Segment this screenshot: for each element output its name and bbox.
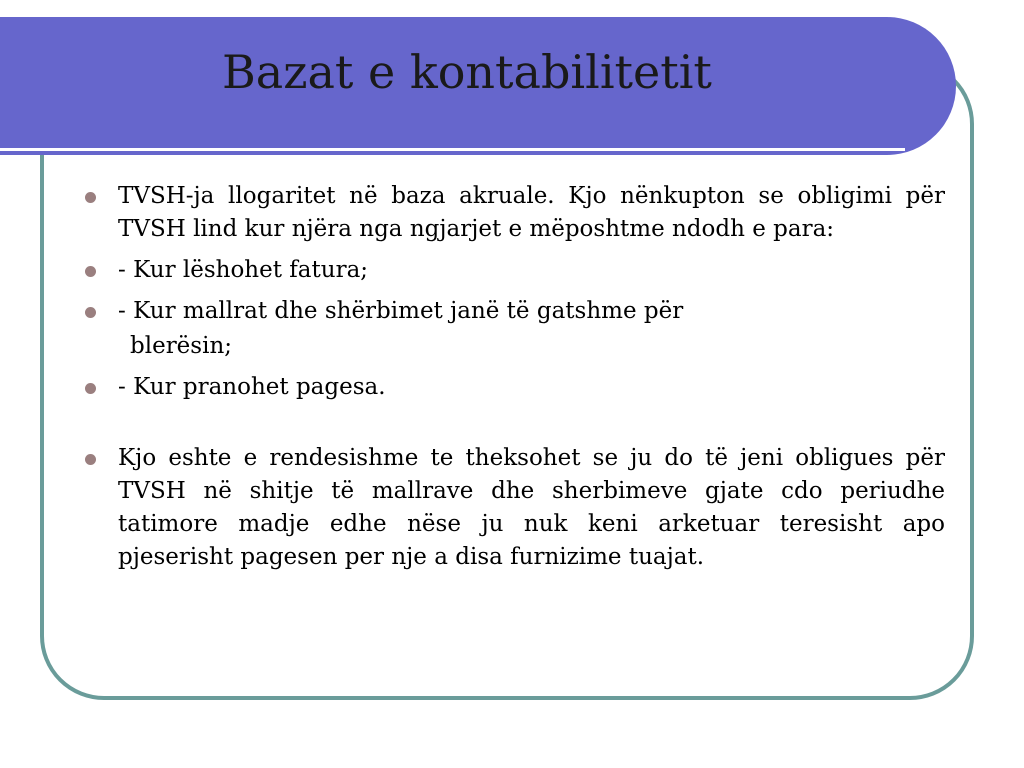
bullet-icon [85, 307, 96, 318]
bullet-text: Kjo eshte e rendesishme te theksohet se ju do të jeni obligues për TVSH në shitje të mallrave dhe sherbimeve gjate cdo periudhe tatimore madje edhe nëse ju nuk keni arketuar teresisht apo pjeserisht pagesen per nje a disa furnizime tuajat. [118, 445, 945, 570]
bullet-text: - Kur lëshohet fatura; [118, 257, 369, 283]
bullet-text: - Kur mallrat dhe shërbimet janë të gatshme për [118, 298, 684, 324]
bullet-icon [85, 383, 96, 394]
bullet-item [80, 295, 945, 328]
bullet-item [80, 254, 945, 287]
bullet-continuation: blerësin; [130, 333, 233, 359]
bullet-item [80, 180, 945, 246]
slide-body [80, 180, 945, 582]
bullet-text: - Kur pranohet pagesa. [118, 374, 386, 400]
title-underline [0, 148, 905, 151]
bullet-text: TVSH-ja llogaritet në baza akruale. Kjo nënkupton se obligimi për TVSH lind kur njëra nga ngjarjet e mëposhtme ndodh e para: [118, 183, 945, 242]
spacer [80, 412, 945, 442]
bullet-icon [85, 192, 96, 203]
bullet-icon [85, 266, 96, 277]
slide-title: Bazat e kontabilitetit [222, 45, 712, 99]
bullet-item [80, 371, 945, 404]
bullet-icon [85, 454, 96, 465]
bullet-item [80, 442, 945, 574]
